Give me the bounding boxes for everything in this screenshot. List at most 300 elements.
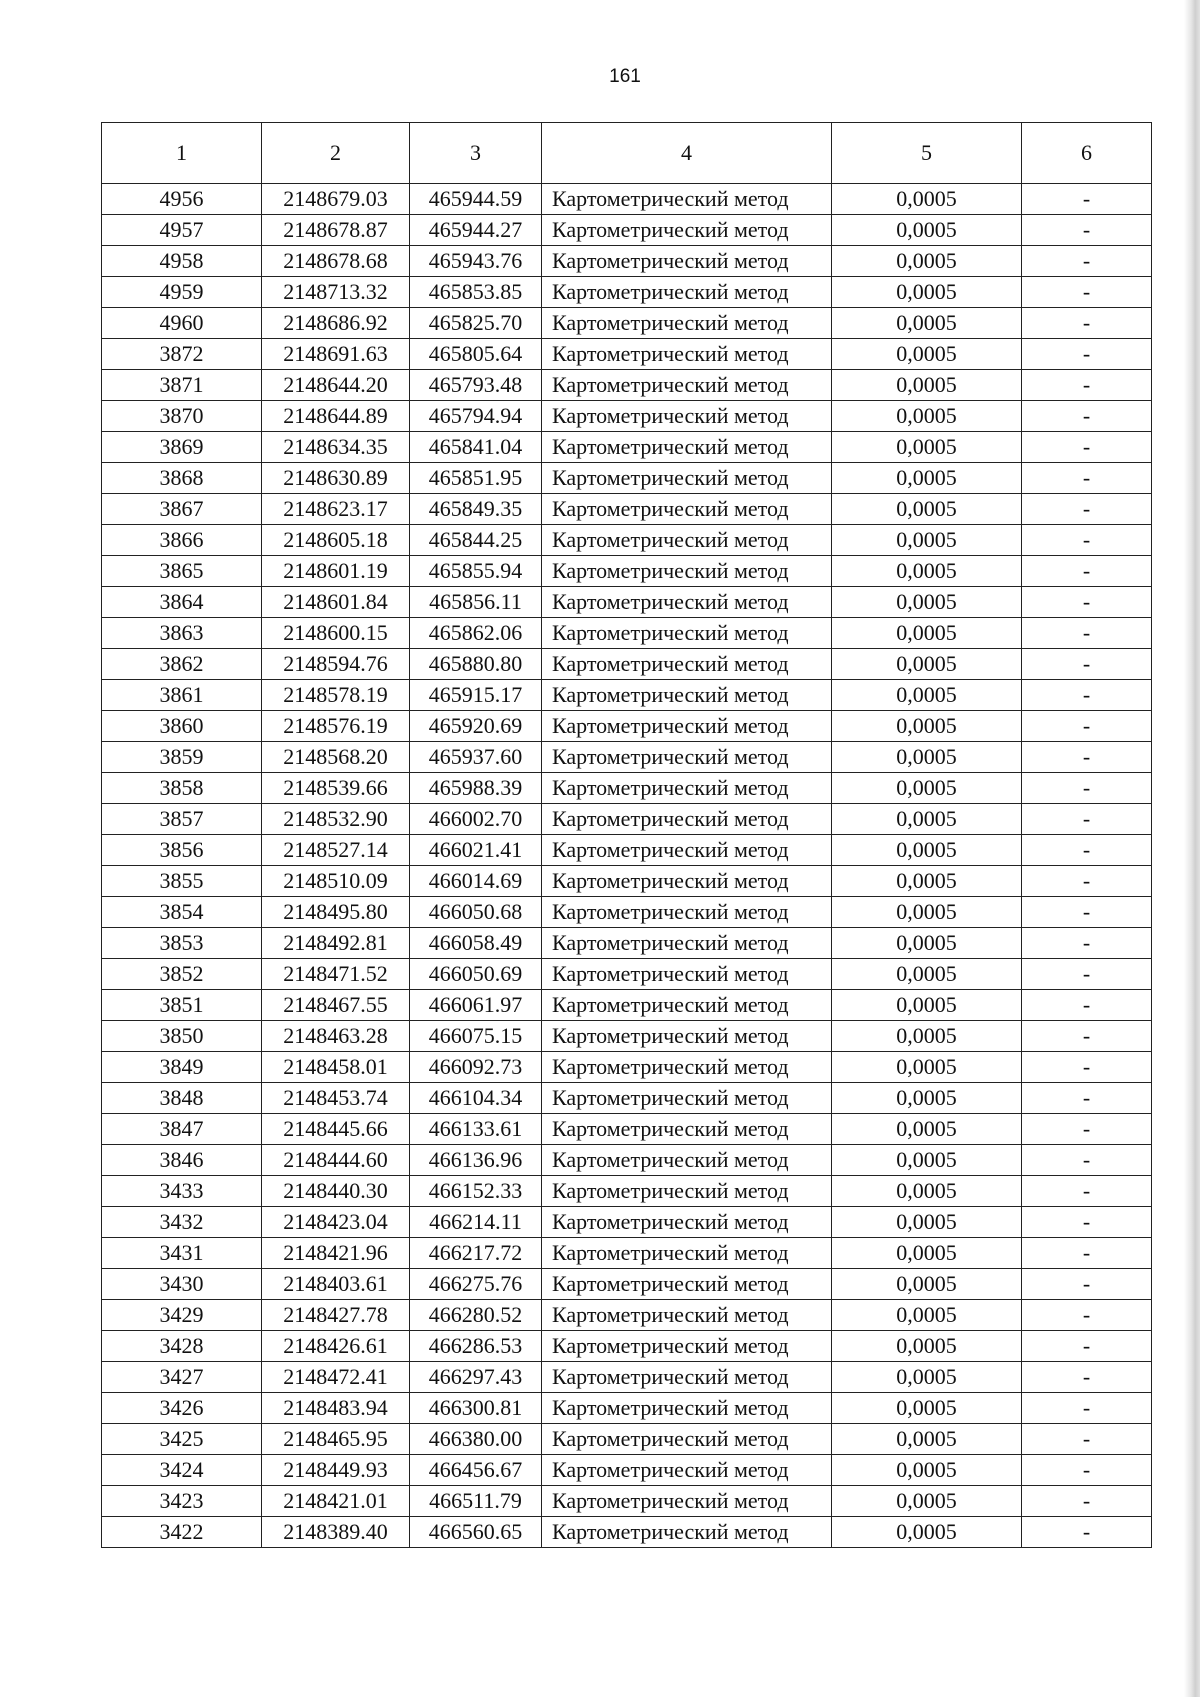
x-coordinate-cell: 2148578.19 — [262, 680, 410, 711]
x-coordinate-cell: 2148679.03 — [262, 184, 410, 215]
method-cell: Картометрический метод — [542, 1517, 832, 1548]
method-cell: Картометрический метод — [542, 215, 832, 246]
accuracy-cell: 0,0005 — [832, 1486, 1022, 1517]
x-coordinate-cell: 2148492.81 — [262, 928, 410, 959]
table-row — [102, 990, 1152, 1021]
table-row — [102, 835, 1152, 866]
table-row — [102, 711, 1152, 742]
method-cell: Картометрический метод — [542, 1052, 832, 1083]
y-coordinate-cell: 466002.70 — [410, 804, 542, 835]
page-number: 161 — [609, 66, 641, 87]
accuracy-cell: 0,0005 — [832, 1424, 1022, 1455]
method-cell: Картометрический метод — [542, 1207, 832, 1238]
table-row — [102, 587, 1152, 618]
point-number-cell: 4959 — [102, 277, 262, 308]
note-cell: - — [1022, 1114, 1152, 1145]
y-coordinate-cell: 466136.96 — [410, 1145, 542, 1176]
header-row — [102, 123, 1152, 184]
point-number-cell: 3848 — [102, 1083, 262, 1114]
point-number-cell: 3866 — [102, 525, 262, 556]
accuracy-cell: 0,0005 — [832, 680, 1022, 711]
point-number-cell: 3425 — [102, 1424, 262, 1455]
accuracy-cell: 0,0005 — [832, 432, 1022, 463]
x-coordinate-cell: 2148421.96 — [262, 1238, 410, 1269]
table-row — [102, 184, 1152, 215]
y-coordinate-cell: 466104.34 — [410, 1083, 542, 1114]
method-cell: Картометрический метод — [542, 1176, 832, 1207]
accuracy-cell: 0,0005 — [832, 866, 1022, 897]
table-row — [102, 773, 1152, 804]
accuracy-cell: 0,0005 — [832, 308, 1022, 339]
table-row — [102, 1114, 1152, 1145]
note-cell: - — [1022, 339, 1152, 370]
y-coordinate-cell: 465841.04 — [410, 432, 542, 463]
x-coordinate-cell: 2148403.61 — [262, 1269, 410, 1300]
x-coordinate-cell: 2148427.78 — [262, 1300, 410, 1331]
accuracy-cell: 0,0005 — [832, 1021, 1022, 1052]
method-cell: Картометрический метод — [542, 618, 832, 649]
accuracy-cell: 0,0005 — [832, 1331, 1022, 1362]
method-cell: Картометрический метод — [542, 277, 832, 308]
x-coordinate-cell: 2148644.20 — [262, 370, 410, 401]
point-number-cell: 3433 — [102, 1176, 262, 1207]
y-coordinate-cell: 465825.70 — [410, 308, 542, 339]
point-number-cell: 4958 — [102, 246, 262, 277]
table-row — [102, 1176, 1152, 1207]
accuracy-cell: 0,0005 — [832, 1393, 1022, 1424]
accuracy-cell: 0,0005 — [832, 773, 1022, 804]
method-cell: Картометрический метод — [542, 928, 832, 959]
note-cell: - — [1022, 1238, 1152, 1269]
note-cell: - — [1022, 990, 1152, 1021]
x-coordinate-cell: 2148463.28 — [262, 1021, 410, 1052]
y-coordinate-cell: 466214.11 — [410, 1207, 542, 1238]
table-row — [102, 959, 1152, 990]
accuracy-cell: 0,0005 — [832, 370, 1022, 401]
x-coordinate-cell: 2148644.89 — [262, 401, 410, 432]
point-number-cell: 3858 — [102, 773, 262, 804]
y-coordinate-cell: 466092.73 — [410, 1052, 542, 1083]
table-row — [102, 494, 1152, 525]
note-cell: - — [1022, 1052, 1152, 1083]
table-row — [102, 649, 1152, 680]
y-coordinate-cell: 466380.00 — [410, 1424, 542, 1455]
note-cell: - — [1022, 773, 1152, 804]
note-cell: - — [1022, 1393, 1152, 1424]
method-cell: Картометрический метод — [542, 370, 832, 401]
x-coordinate-cell: 2148678.68 — [262, 246, 410, 277]
y-coordinate-cell: 466560.65 — [410, 1517, 542, 1548]
point-number-cell: 3855 — [102, 866, 262, 897]
method-cell: Картометрический метод — [542, 804, 832, 835]
x-coordinate-cell: 2148713.32 — [262, 277, 410, 308]
x-coordinate-cell: 2148678.87 — [262, 215, 410, 246]
method-cell: Картометрический метод — [542, 897, 832, 928]
table-row — [102, 246, 1152, 277]
x-coordinate-cell: 2148527.14 — [262, 835, 410, 866]
y-coordinate-cell: 466075.15 — [410, 1021, 542, 1052]
point-number-cell: 3854 — [102, 897, 262, 928]
accuracy-cell: 0,0005 — [832, 556, 1022, 587]
accuracy-cell: 0,0005 — [832, 711, 1022, 742]
point-number-cell: 3860 — [102, 711, 262, 742]
coordinates-table — [101, 122, 1152, 1548]
table-row — [102, 1424, 1152, 1455]
note-cell: - — [1022, 618, 1152, 649]
point-number-cell: 3847 — [102, 1114, 262, 1145]
point-number-cell: 3861 — [102, 680, 262, 711]
point-number-cell: 3429 — [102, 1300, 262, 1331]
y-coordinate-cell: 465944.27 — [410, 215, 542, 246]
note-cell: - — [1022, 1300, 1152, 1331]
x-coordinate-cell: 2148539.66 — [262, 773, 410, 804]
point-number-cell: 3859 — [102, 742, 262, 773]
accuracy-cell: 0,0005 — [832, 1238, 1022, 1269]
accuracy-cell: 0,0005 — [832, 1455, 1022, 1486]
point-number-cell: 3431 — [102, 1238, 262, 1269]
note-cell: - — [1022, 370, 1152, 401]
x-coordinate-cell: 2148594.76 — [262, 649, 410, 680]
table-row — [102, 432, 1152, 463]
table-row — [102, 866, 1152, 897]
y-coordinate-cell: 465988.39 — [410, 773, 542, 804]
method-cell: Картометрический метод — [542, 246, 832, 277]
accuracy-cell: 0,0005 — [832, 401, 1022, 432]
accuracy-cell: 0,0005 — [832, 1207, 1022, 1238]
table-row — [102, 1393, 1152, 1424]
accuracy-cell: 0,0005 — [832, 835, 1022, 866]
x-coordinate-cell: 2148472.41 — [262, 1362, 410, 1393]
table-row — [102, 339, 1152, 370]
x-coordinate-cell: 2148495.80 — [262, 897, 410, 928]
note-cell: - — [1022, 246, 1152, 277]
note-cell: - — [1022, 1083, 1152, 1114]
column-header-5: 5 — [832, 123, 1022, 184]
x-coordinate-cell: 2148449.93 — [262, 1455, 410, 1486]
accuracy-cell: 0,0005 — [832, 1145, 1022, 1176]
y-coordinate-cell: 466061.97 — [410, 990, 542, 1021]
point-number-cell: 3863 — [102, 618, 262, 649]
x-coordinate-cell: 2148605.18 — [262, 525, 410, 556]
point-number-cell: 3849 — [102, 1052, 262, 1083]
table-row — [102, 1455, 1152, 1486]
y-coordinate-cell: 466286.53 — [410, 1331, 542, 1362]
note-cell: - — [1022, 1269, 1152, 1300]
method-cell: Картометрический метод — [542, 742, 832, 773]
table-row — [102, 897, 1152, 928]
y-coordinate-cell: 465844.25 — [410, 525, 542, 556]
x-coordinate-cell: 2148440.30 — [262, 1176, 410, 1207]
note-cell: - — [1022, 1176, 1152, 1207]
table-row — [102, 215, 1152, 246]
x-coordinate-cell: 2148426.61 — [262, 1331, 410, 1362]
accuracy-cell: 0,0005 — [832, 928, 1022, 959]
table-row — [102, 1269, 1152, 1300]
x-coordinate-cell: 2148445.66 — [262, 1114, 410, 1145]
point-number-cell: 3424 — [102, 1455, 262, 1486]
accuracy-cell: 0,0005 — [832, 1517, 1022, 1548]
note-cell: - — [1022, 494, 1152, 525]
x-coordinate-cell: 2148421.01 — [262, 1486, 410, 1517]
method-cell: Картометрический метод — [542, 401, 832, 432]
x-coordinate-cell: 2148453.74 — [262, 1083, 410, 1114]
note-cell: - — [1022, 277, 1152, 308]
method-cell: Картометрический метод — [542, 959, 832, 990]
note-cell: - — [1022, 835, 1152, 866]
point-number-cell: 3870 — [102, 401, 262, 432]
table-row — [102, 1207, 1152, 1238]
column-header-3: 3 — [410, 123, 542, 184]
accuracy-cell: 0,0005 — [832, 1362, 1022, 1393]
note-cell: - — [1022, 804, 1152, 835]
y-coordinate-cell: 465856.11 — [410, 587, 542, 618]
table-row — [102, 1238, 1152, 1269]
note-cell: - — [1022, 680, 1152, 711]
point-number-cell: 4957 — [102, 215, 262, 246]
point-number-cell: 3869 — [102, 432, 262, 463]
accuracy-cell: 0,0005 — [832, 649, 1022, 680]
method-cell: Картометрический метод — [542, 308, 832, 339]
point-number-cell: 3427 — [102, 1362, 262, 1393]
x-coordinate-cell: 2148568.20 — [262, 742, 410, 773]
method-cell: Картометрический метод — [542, 1331, 832, 1362]
y-coordinate-cell: 466217.72 — [410, 1238, 542, 1269]
y-coordinate-cell: 466050.69 — [410, 959, 542, 990]
accuracy-cell: 0,0005 — [832, 1114, 1022, 1145]
x-coordinate-cell: 2148532.90 — [262, 804, 410, 835]
point-number-cell: 3846 — [102, 1145, 262, 1176]
table-row — [102, 463, 1152, 494]
x-coordinate-cell: 2148686.92 — [262, 308, 410, 339]
note-cell: - — [1022, 742, 1152, 773]
table-row — [102, 1052, 1152, 1083]
scan-edge-shadow — [1184, 0, 1200, 1697]
method-cell: Картометрический метод — [542, 463, 832, 494]
table-row — [102, 1362, 1152, 1393]
point-number-cell: 3871 — [102, 370, 262, 401]
method-cell: Картометрический метод — [542, 649, 832, 680]
x-coordinate-cell: 2148630.89 — [262, 463, 410, 494]
x-coordinate-cell: 2148444.60 — [262, 1145, 410, 1176]
method-cell: Картометрический метод — [542, 1424, 832, 1455]
point-number-cell: 3422 — [102, 1517, 262, 1548]
note-cell: - — [1022, 587, 1152, 618]
table-row — [102, 1300, 1152, 1331]
method-cell: Картометрический метод — [542, 432, 832, 463]
point-number-cell: 3851 — [102, 990, 262, 1021]
y-coordinate-cell: 466280.52 — [410, 1300, 542, 1331]
accuracy-cell: 0,0005 — [832, 1300, 1022, 1331]
accuracy-cell: 0,0005 — [832, 184, 1022, 215]
y-coordinate-cell: 465853.85 — [410, 277, 542, 308]
method-cell: Картометрический метод — [542, 1083, 832, 1114]
y-coordinate-cell: 465880.80 — [410, 649, 542, 680]
point-number-cell: 4956 — [102, 184, 262, 215]
note-cell: - — [1022, 1207, 1152, 1238]
table-row — [102, 742, 1152, 773]
method-cell: Картометрический метод — [542, 556, 832, 587]
y-coordinate-cell: 466300.81 — [410, 1393, 542, 1424]
note-cell: - — [1022, 184, 1152, 215]
y-coordinate-cell: 466511.79 — [410, 1486, 542, 1517]
x-coordinate-cell: 2148458.01 — [262, 1052, 410, 1083]
point-number-cell: 3426 — [102, 1393, 262, 1424]
note-cell: - — [1022, 959, 1152, 990]
method-cell: Картометрический метод — [542, 1300, 832, 1331]
y-coordinate-cell: 465851.95 — [410, 463, 542, 494]
table-row — [102, 804, 1152, 835]
x-coordinate-cell: 2148576.19 — [262, 711, 410, 742]
method-cell: Картометрический метод — [542, 184, 832, 215]
table-row — [102, 401, 1152, 432]
point-number-cell: 3862 — [102, 649, 262, 680]
y-coordinate-cell: 465937.60 — [410, 742, 542, 773]
table-row — [102, 680, 1152, 711]
table-row — [102, 1021, 1152, 1052]
x-coordinate-cell: 2148389.40 — [262, 1517, 410, 1548]
accuracy-cell: 0,0005 — [832, 1052, 1022, 1083]
note-cell: - — [1022, 308, 1152, 339]
note-cell: - — [1022, 1145, 1152, 1176]
method-cell: Картометрический метод — [542, 990, 832, 1021]
y-coordinate-cell: 466275.76 — [410, 1269, 542, 1300]
accuracy-cell: 0,0005 — [832, 525, 1022, 556]
accuracy-cell: 0,0005 — [832, 1083, 1022, 1114]
table-header — [102, 123, 1152, 184]
point-number-cell: 4960 — [102, 308, 262, 339]
column-header-2: 2 — [262, 123, 410, 184]
table-row — [102, 1083, 1152, 1114]
x-coordinate-cell: 2148601.19 — [262, 556, 410, 587]
point-number-cell: 3428 — [102, 1331, 262, 1362]
y-coordinate-cell: 466152.33 — [410, 1176, 542, 1207]
method-cell: Картометрический метод — [542, 494, 832, 525]
table-row — [102, 277, 1152, 308]
y-coordinate-cell: 465915.17 — [410, 680, 542, 711]
method-cell: Картометрический метод — [542, 711, 832, 742]
method-cell: Картометрический метод — [542, 525, 832, 556]
y-coordinate-cell: 465805.64 — [410, 339, 542, 370]
accuracy-cell: 0,0005 — [832, 959, 1022, 990]
y-coordinate-cell: 466021.41 — [410, 835, 542, 866]
method-cell: Картометрический метод — [542, 1114, 832, 1145]
accuracy-cell: 0,0005 — [832, 804, 1022, 835]
accuracy-cell: 0,0005 — [832, 897, 1022, 928]
y-coordinate-cell: 466133.61 — [410, 1114, 542, 1145]
method-cell: Картометрический метод — [542, 1145, 832, 1176]
method-cell: Картометрический метод — [542, 773, 832, 804]
method-cell: Картометрический метод — [542, 1021, 832, 1052]
note-cell: - — [1022, 1362, 1152, 1393]
accuracy-cell: 0,0005 — [832, 277, 1022, 308]
table-row — [102, 370, 1152, 401]
y-coordinate-cell: 465862.06 — [410, 618, 542, 649]
note-cell: - — [1022, 1486, 1152, 1517]
note-cell: - — [1022, 463, 1152, 494]
note-cell: - — [1022, 525, 1152, 556]
point-number-cell: 3852 — [102, 959, 262, 990]
accuracy-cell: 0,0005 — [832, 339, 1022, 370]
table-body — [102, 184, 1152, 1548]
y-coordinate-cell: 466058.49 — [410, 928, 542, 959]
method-cell: Картометрический метод — [542, 835, 832, 866]
point-number-cell: 3853 — [102, 928, 262, 959]
table-row — [102, 556, 1152, 587]
accuracy-cell: 0,0005 — [832, 742, 1022, 773]
accuracy-cell: 0,0005 — [832, 215, 1022, 246]
note-cell: - — [1022, 215, 1152, 246]
y-coordinate-cell: 465793.48 — [410, 370, 542, 401]
accuracy-cell: 0,0005 — [832, 1176, 1022, 1207]
accuracy-cell: 0,0005 — [832, 463, 1022, 494]
x-coordinate-cell: 2148510.09 — [262, 866, 410, 897]
method-cell: Картометрический метод — [542, 1455, 832, 1486]
method-cell: Картометрический метод — [542, 866, 832, 897]
point-number-cell: 3868 — [102, 463, 262, 494]
x-coordinate-cell: 2148467.55 — [262, 990, 410, 1021]
note-cell: - — [1022, 866, 1152, 897]
note-cell: - — [1022, 556, 1152, 587]
y-coordinate-cell: 466014.69 — [410, 866, 542, 897]
accuracy-cell: 0,0005 — [832, 246, 1022, 277]
method-cell: Картометрический метод — [542, 1393, 832, 1424]
y-coordinate-cell: 465855.94 — [410, 556, 542, 587]
method-cell: Картометрический метод — [542, 1238, 832, 1269]
note-cell: - — [1022, 432, 1152, 463]
accuracy-cell: 0,0005 — [832, 494, 1022, 525]
accuracy-cell: 0,0005 — [832, 618, 1022, 649]
column-header-4: 4 — [542, 123, 832, 184]
method-cell: Картометрический метод — [542, 1362, 832, 1393]
accuracy-cell: 0,0005 — [832, 587, 1022, 618]
x-coordinate-cell: 2148601.84 — [262, 587, 410, 618]
y-coordinate-cell: 465944.59 — [410, 184, 542, 215]
point-number-cell: 3857 — [102, 804, 262, 835]
method-cell: Картометрический метод — [542, 1269, 832, 1300]
table-row — [102, 1145, 1152, 1176]
note-cell: - — [1022, 1517, 1152, 1548]
note-cell: - — [1022, 1021, 1152, 1052]
point-number-cell: 3850 — [102, 1021, 262, 1052]
y-coordinate-cell: 465943.76 — [410, 246, 542, 277]
point-number-cell: 3430 — [102, 1269, 262, 1300]
x-coordinate-cell: 2148600.15 — [262, 618, 410, 649]
method-cell: Картометрический метод — [542, 587, 832, 618]
table-row — [102, 1517, 1152, 1548]
point-number-cell: 3865 — [102, 556, 262, 587]
x-coordinate-cell: 2148691.63 — [262, 339, 410, 370]
y-coordinate-cell: 466297.43 — [410, 1362, 542, 1393]
table-row — [102, 928, 1152, 959]
note-cell: - — [1022, 1424, 1152, 1455]
table-row — [102, 618, 1152, 649]
table-row — [102, 525, 1152, 556]
point-number-cell: 3432 — [102, 1207, 262, 1238]
note-cell: - — [1022, 928, 1152, 959]
y-coordinate-cell: 466050.68 — [410, 897, 542, 928]
y-coordinate-cell: 465920.69 — [410, 711, 542, 742]
point-number-cell: 3856 — [102, 835, 262, 866]
x-coordinate-cell: 2148634.35 — [262, 432, 410, 463]
method-cell: Картометрический метод — [542, 1486, 832, 1517]
x-coordinate-cell: 2148483.94 — [262, 1393, 410, 1424]
table-row — [102, 1486, 1152, 1517]
x-coordinate-cell: 2148465.95 — [262, 1424, 410, 1455]
point-number-cell: 3864 — [102, 587, 262, 618]
note-cell: - — [1022, 897, 1152, 928]
method-cell: Картометрический метод — [542, 680, 832, 711]
note-cell: - — [1022, 1331, 1152, 1362]
